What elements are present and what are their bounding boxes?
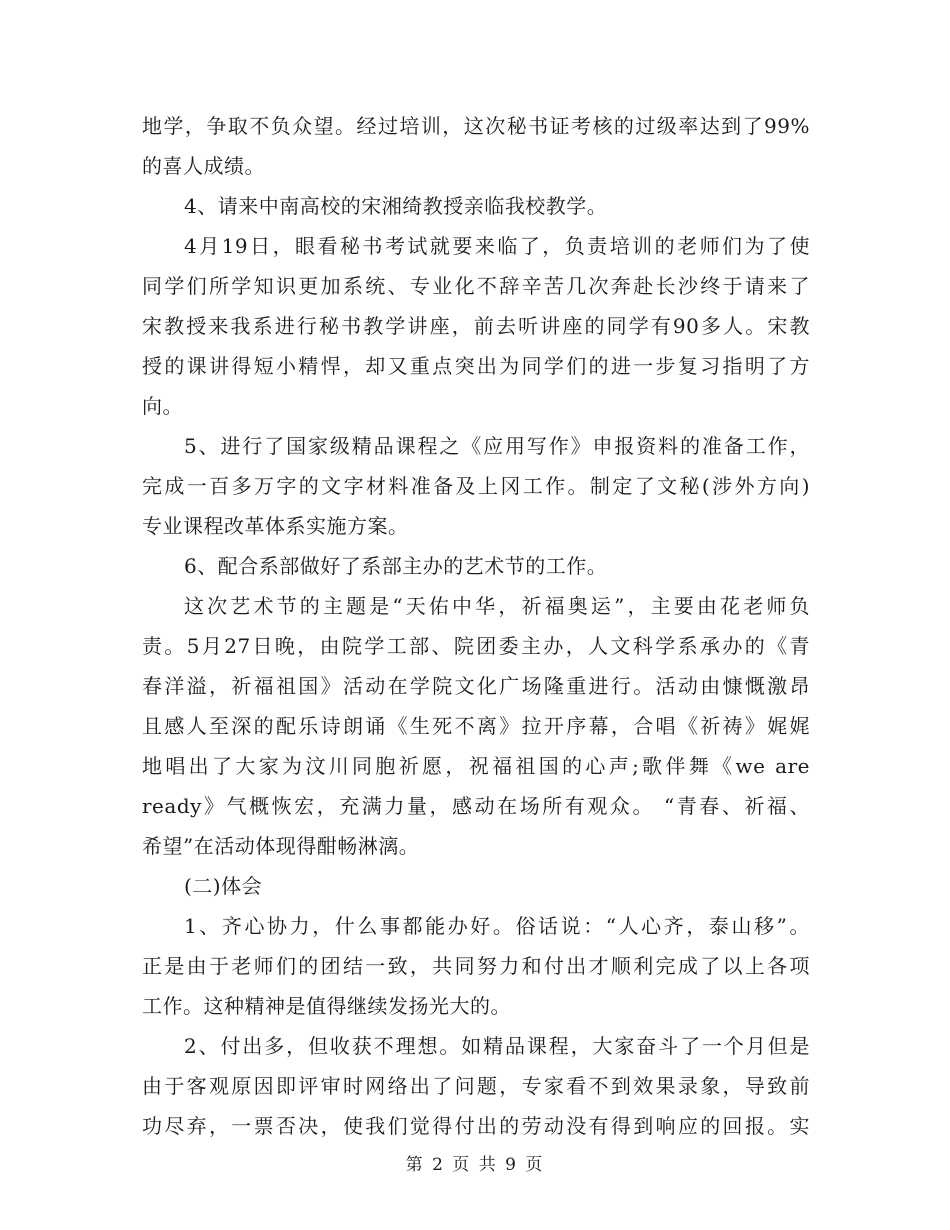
text-line: 且感人至深的配乐诗朗诵《生死不离》拉开序幕，合唱《祈祷》娓娓 [142, 714, 810, 738]
text-line: 功尽弃，一票否决，使我们觉得付出的劳动没有得到响应的回报。实 [142, 1114, 810, 1138]
text-line: 专业课程改革体系实施方案。 [142, 514, 409, 538]
text-line: ready》气概恢宏，充满力量，感动在场所有观众。 “青春、祈福、 [142, 794, 810, 818]
text-line: 责。5月27日晚，由院学工部、院团委主办，人文科学系承办的《青 [142, 634, 810, 658]
text-line: 2、付出多，但收获不理想。如精品课程，大家奋斗了一个月但是 [184, 1034, 810, 1058]
text-line: 地唱出了大家为汶川同胞祈愿，祝福祖国的心声;歌伴舞《we are [142, 754, 810, 778]
body-text [142, 106, 810, 1146]
text-line: 希望”在活动体现得酣畅淋漓。 [142, 834, 420, 858]
text-line: 宋教授来我系进行秘书教学讲座，前去听讲座的同学有90多人。宋教 [142, 314, 810, 338]
text-line: 授的课讲得短小精悍，却又重点突出为同学们的进一步复习指明了方 [142, 354, 810, 378]
text-line: 工作。这种精神是值得继续发扬光大的。 [142, 994, 511, 1018]
text-line: 正是由于老师们的团结一致，共同努力和付出才顺利完成了以上各项 [142, 954, 810, 978]
text-line: 5、进行了国家级精品课程之《应用写作》申报资料的准备工作， [184, 434, 810, 458]
text-line: 地学，争取不负众望。经过培训，这次秘书证考核的过级率达到了99% [142, 114, 810, 138]
text-line: 春洋溢，祈福祖国》活动在学院文化广场隆重进行。活动由慷慨激昂 [142, 674, 810, 698]
text-line: 4、请来中南高校的宋湘绮教授亲临我校教学。 [184, 194, 608, 218]
section-heading: (二)体会 [184, 874, 263, 898]
text-line: 4月19日，眼看秘书考试就要来临了，负责培训的老师们为了使 [184, 234, 810, 258]
text-line: 6、配合系部做好了系部主办的艺术节的工作。 [184, 554, 608, 578]
text-line: 同学们所学知识更加系统、专业化不辞辛苦几次奔赴长沙终于请来了 [142, 274, 810, 298]
page-number-footer: 第 2 页 共 9 页 [405, 1155, 545, 1175]
text-line: 的喜人成绩。 [142, 154, 265, 178]
text-line: 由于客观原因即评审时网络出了问题，专家看不到效果录象，导致前 [142, 1074, 810, 1098]
text-line: 完成一百多万字的文字材料准备及上冈工作。制定了文秘(涉外方向) [142, 474, 810, 498]
text-line: 向。 [142, 394, 183, 418]
text-line: 这次艺术节的主题是“天佑中华，祈福奥运”，主要由花老师负 [184, 594, 810, 618]
text-line: 1、齐心协力，什么事都能办好。俗话说：“人心齐，泰山移”。 [184, 914, 810, 938]
